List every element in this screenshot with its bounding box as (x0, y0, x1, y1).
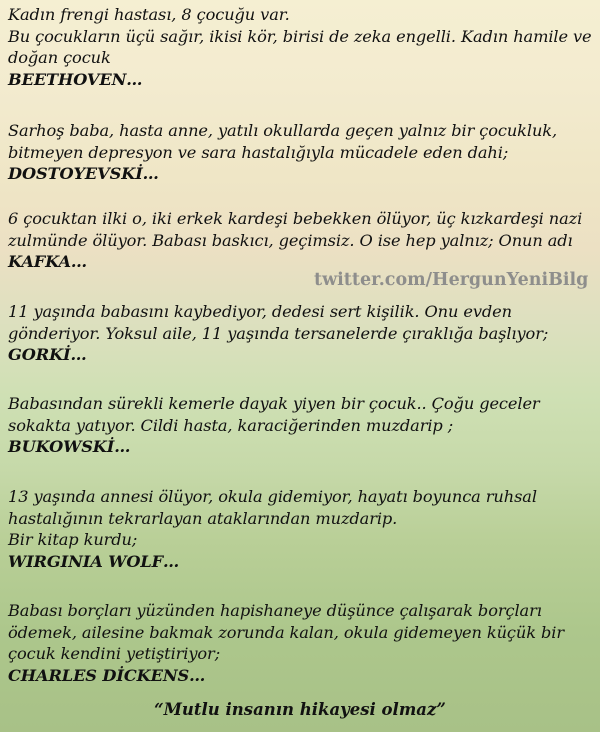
text-line: 6 çocuktan ilki o, iki erkek kardeşi bebekken ölüyor, üç kızkardeşi nazi (8, 209, 583, 228)
person-name: BUKOWSKİ… (8, 437, 131, 456)
paragraph-beethoven (8, 4, 596, 90)
twitter-watermark: twitter.com/HergunYeniBilg (314, 270, 589, 290)
person-name: GORKİ… (8, 345, 87, 364)
paragraph-kafka (8, 208, 596, 273)
text-line: bitmeyen depresyon ve sara hastalığıyla mücadele eden dahi; (8, 142, 509, 162)
person-name: WIRGINIA WOLF… (8, 551, 180, 571)
paragraph-wolf (8, 486, 596, 572)
paragraph-dickens (8, 600, 596, 686)
text-line: sokakta yatıyor. Cildi hasta, karaciğerinden muzdarip ; (8, 415, 454, 435)
person-name: CHARLES DİCKENS… (8, 665, 206, 685)
text-line: Sarhoş baba, hasta anne, yatılı okullarda geçen yalnız bir çocukluk, (8, 121, 558, 140)
text-line: 13 yaşında annesi ölüyor, okula gidemiyor, hayatı boyunca ruhsal (8, 487, 537, 506)
closing-quote: “Mutlu insanın hikayesi olmaz” (154, 700, 446, 719)
text-line: hastalığının tekrarlayan ataklarından muzdarip. (8, 508, 398, 528)
text-line: Bir kitap kurdu; (8, 530, 138, 549)
person-name: KAFKA… (8, 252, 88, 271)
text-line: Babası borçları yüzünden hapishaneye düşünce çalışarak borçları (8, 601, 542, 620)
paragraph-bukowski (8, 393, 596, 458)
text-line: ödemek, ailesine bakmak zorunda kalan, okula gidemeyen küçük bir (8, 622, 564, 642)
text-line: çocuk kendini yetiştiriyor; (8, 644, 221, 663)
text-line: Kadın frengi hastası, 8 çocuğu var. (8, 5, 290, 24)
paragraph-dostoyevski (8, 120, 596, 185)
text-line: 11 yaşında babasını kaybediyor, dedesi sert kişilik. Onu evden (8, 302, 512, 321)
text-line: gönderiyor. Yoksul aile, 11 yaşında tersanelerde çıraklığa başlıyor; (8, 323, 549, 343)
text-line: Babasından sürekli kemerle dayak yiyen bir çocuk.. Çoğu geceler (8, 394, 540, 413)
text-line: zulmünde ölüyor. Babası baskıcı, geçimsiz. O ise hep yalnız; Onun adı (8, 230, 573, 250)
text-line: doğan çocuk (8, 48, 111, 67)
person-name: DOSTOYEVSKİ… (8, 164, 159, 183)
paragraph-gorki (8, 301, 596, 366)
person-name: BEETHOVEN… (8, 69, 143, 89)
text-line: Bu çocukların üçü sağır, ikisi kör, birisi de zeka engelli. Kadın hamile ve (8, 26, 592, 46)
